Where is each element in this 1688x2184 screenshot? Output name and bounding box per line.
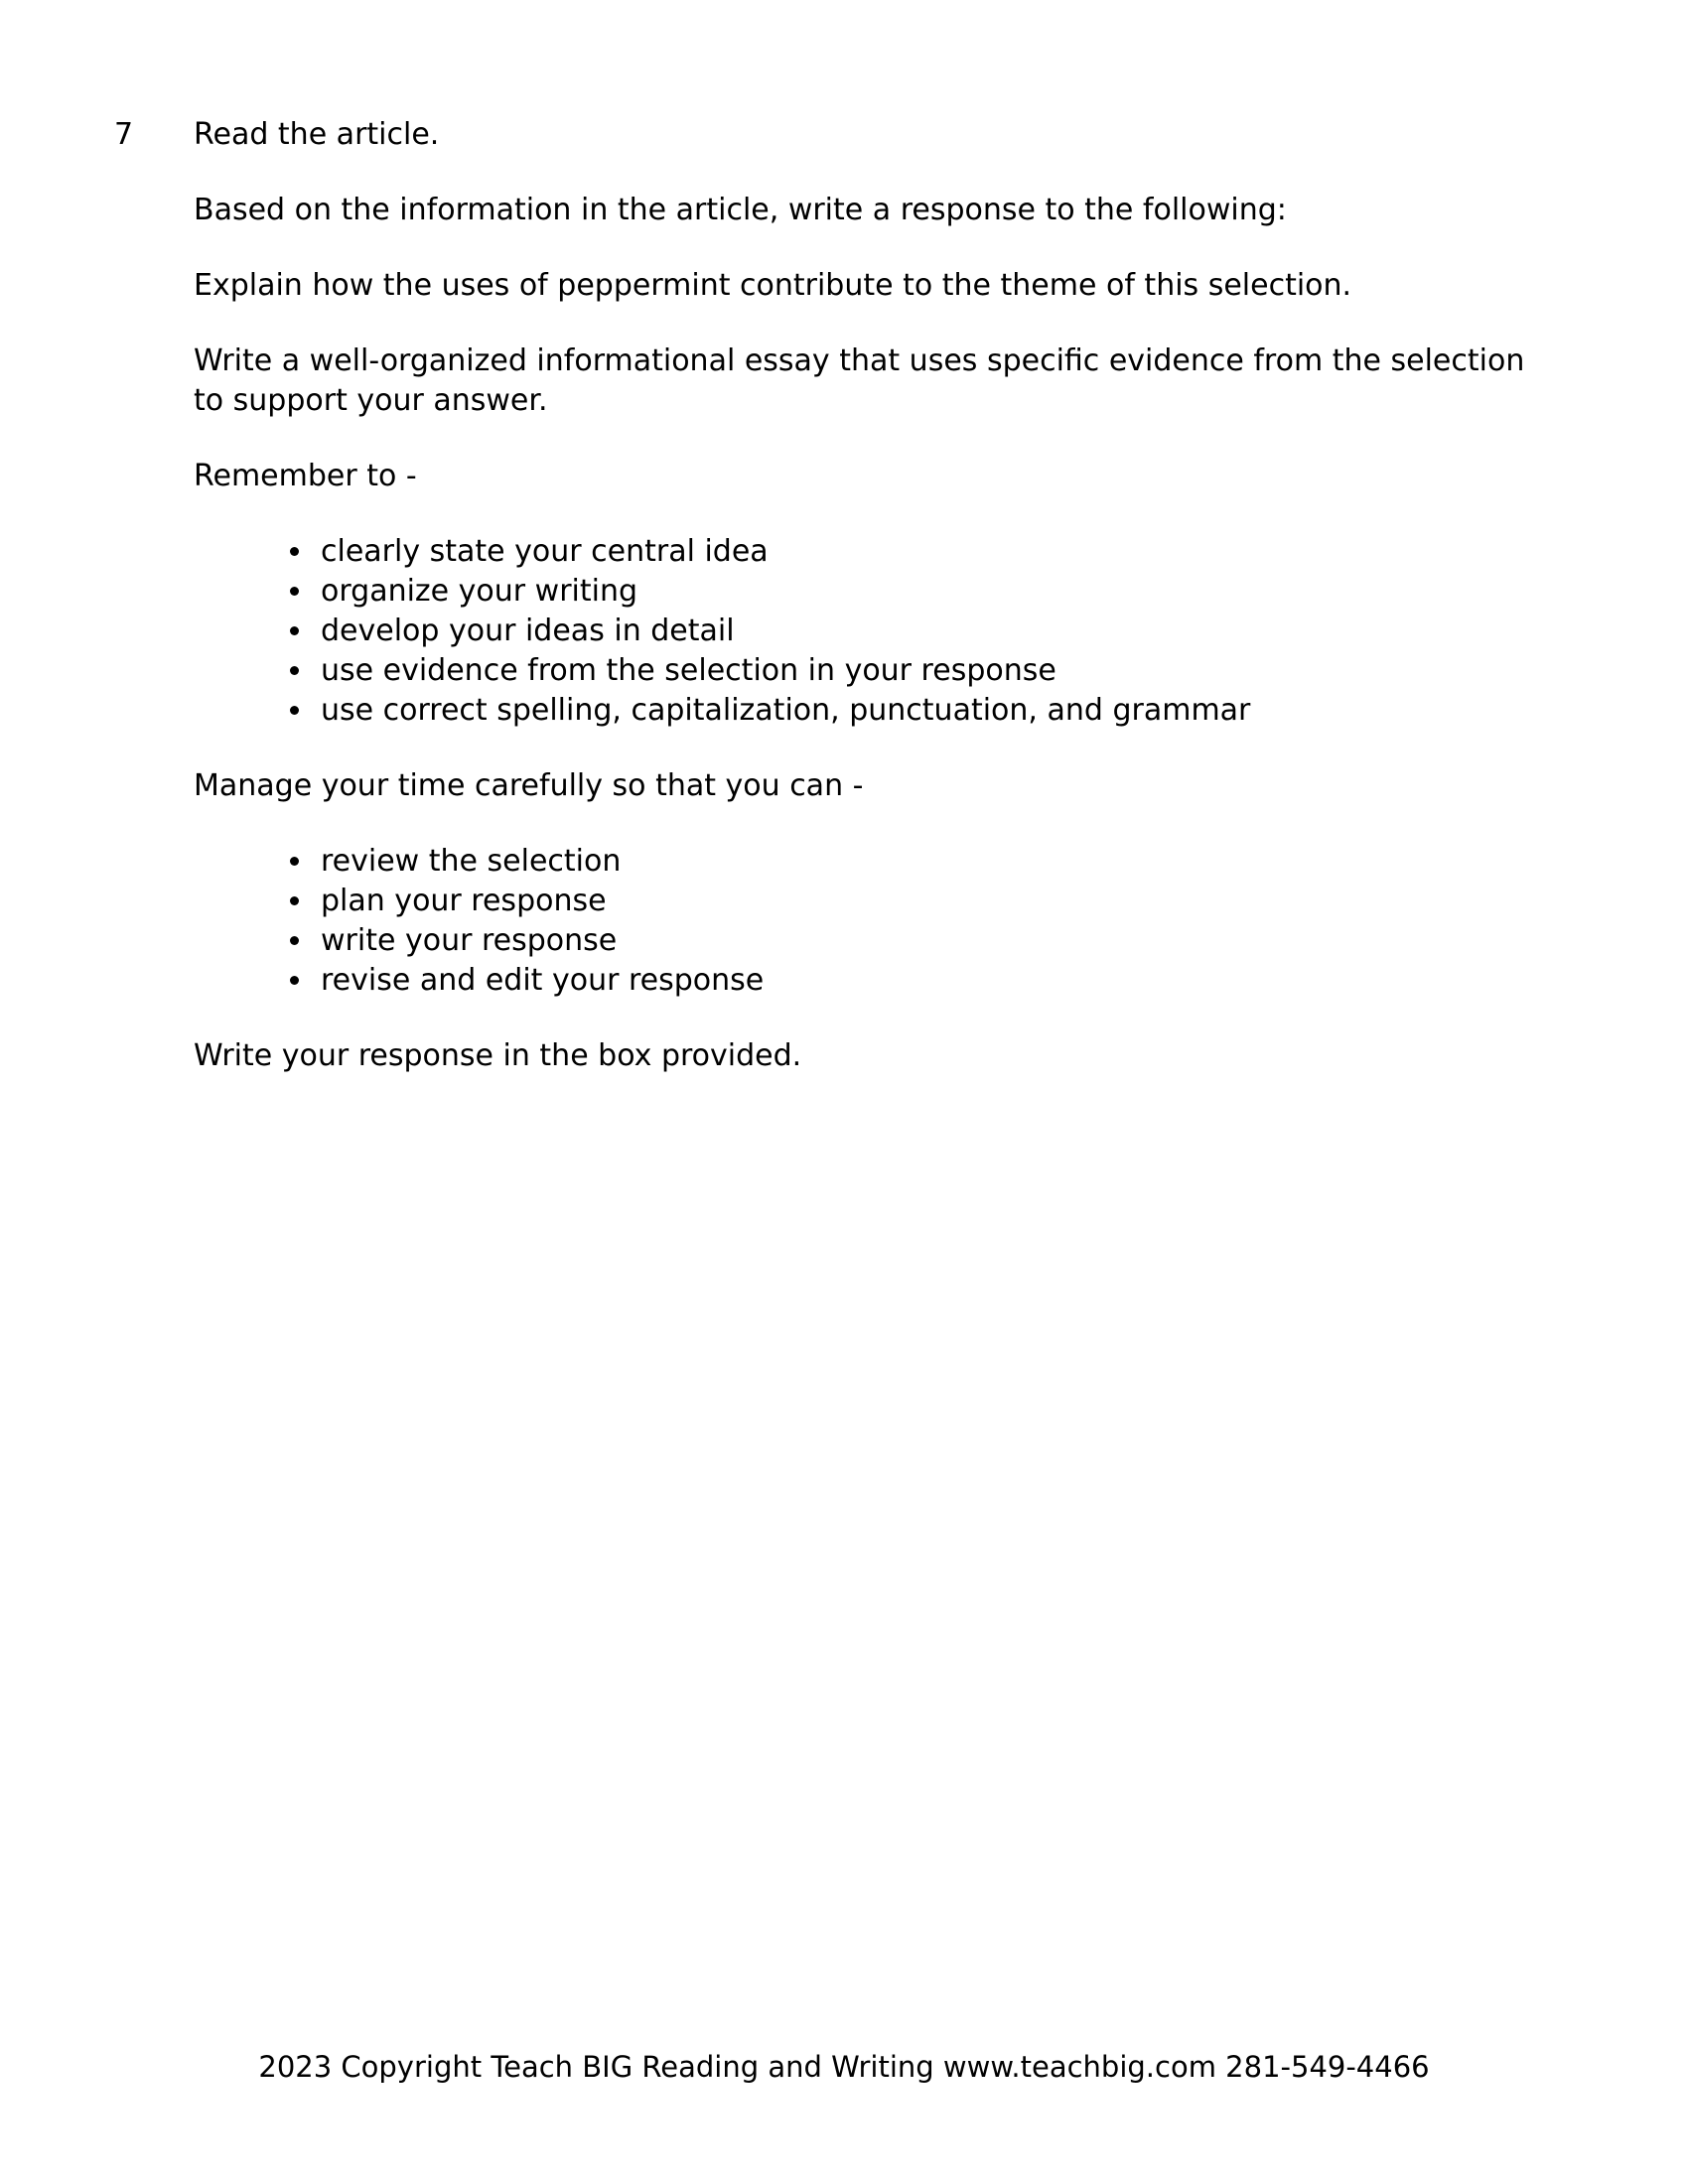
list-item: • clearly state your central idea	[315, 532, 1546, 572]
paragraph-based-on: Based on the information in the article, write a response to the following:	[194, 193, 1287, 227]
remember-list	[194, 532, 1546, 731]
list-item: • plan your response	[315, 882, 1546, 921]
list-item: • develop your ideas in detail	[315, 612, 1546, 651]
list-item: • organize your writing	[315, 572, 1546, 612]
paragraph-essay-instruction: Write a well-organized informational essay that uses specific evidence from the selection to support your answer.	[194, 343, 1525, 418]
footer-text: 2023 Copyright Teach BIG Reading and Writing www.teachbig.com 281-549-4466	[258, 2050, 1430, 2084]
paragraph-manage-heading: Manage your time carefully so that you can -	[194, 768, 864, 803]
question-intro: Read the article.	[194, 117, 440, 152]
question-body	[194, 191, 1546, 1076]
list-item: • use evidence from the selection in your response	[315, 651, 1546, 691]
list-item: • write your response	[315, 921, 1546, 961]
paragraph-closing: Write your response in the box provided.	[194, 1038, 802, 1073]
list-item: • review the selection	[315, 842, 1546, 882]
manage-list	[194, 842, 1546, 1001]
question-number: 7	[114, 117, 134, 152]
question-block	[114, 115, 1546, 1112]
paragraph-explain-prompt: Explain how the uses of peppermint contribute to the theme of this selection.	[194, 268, 1352, 303]
list-item: • revise and edit your response	[315, 961, 1546, 1001]
list-item: • use correct spelling, capitalization, punctuation, and grammar	[315, 691, 1546, 731]
question-header	[114, 115, 1546, 155]
paragraph-remember-heading: Remember to -	[194, 459, 417, 493]
